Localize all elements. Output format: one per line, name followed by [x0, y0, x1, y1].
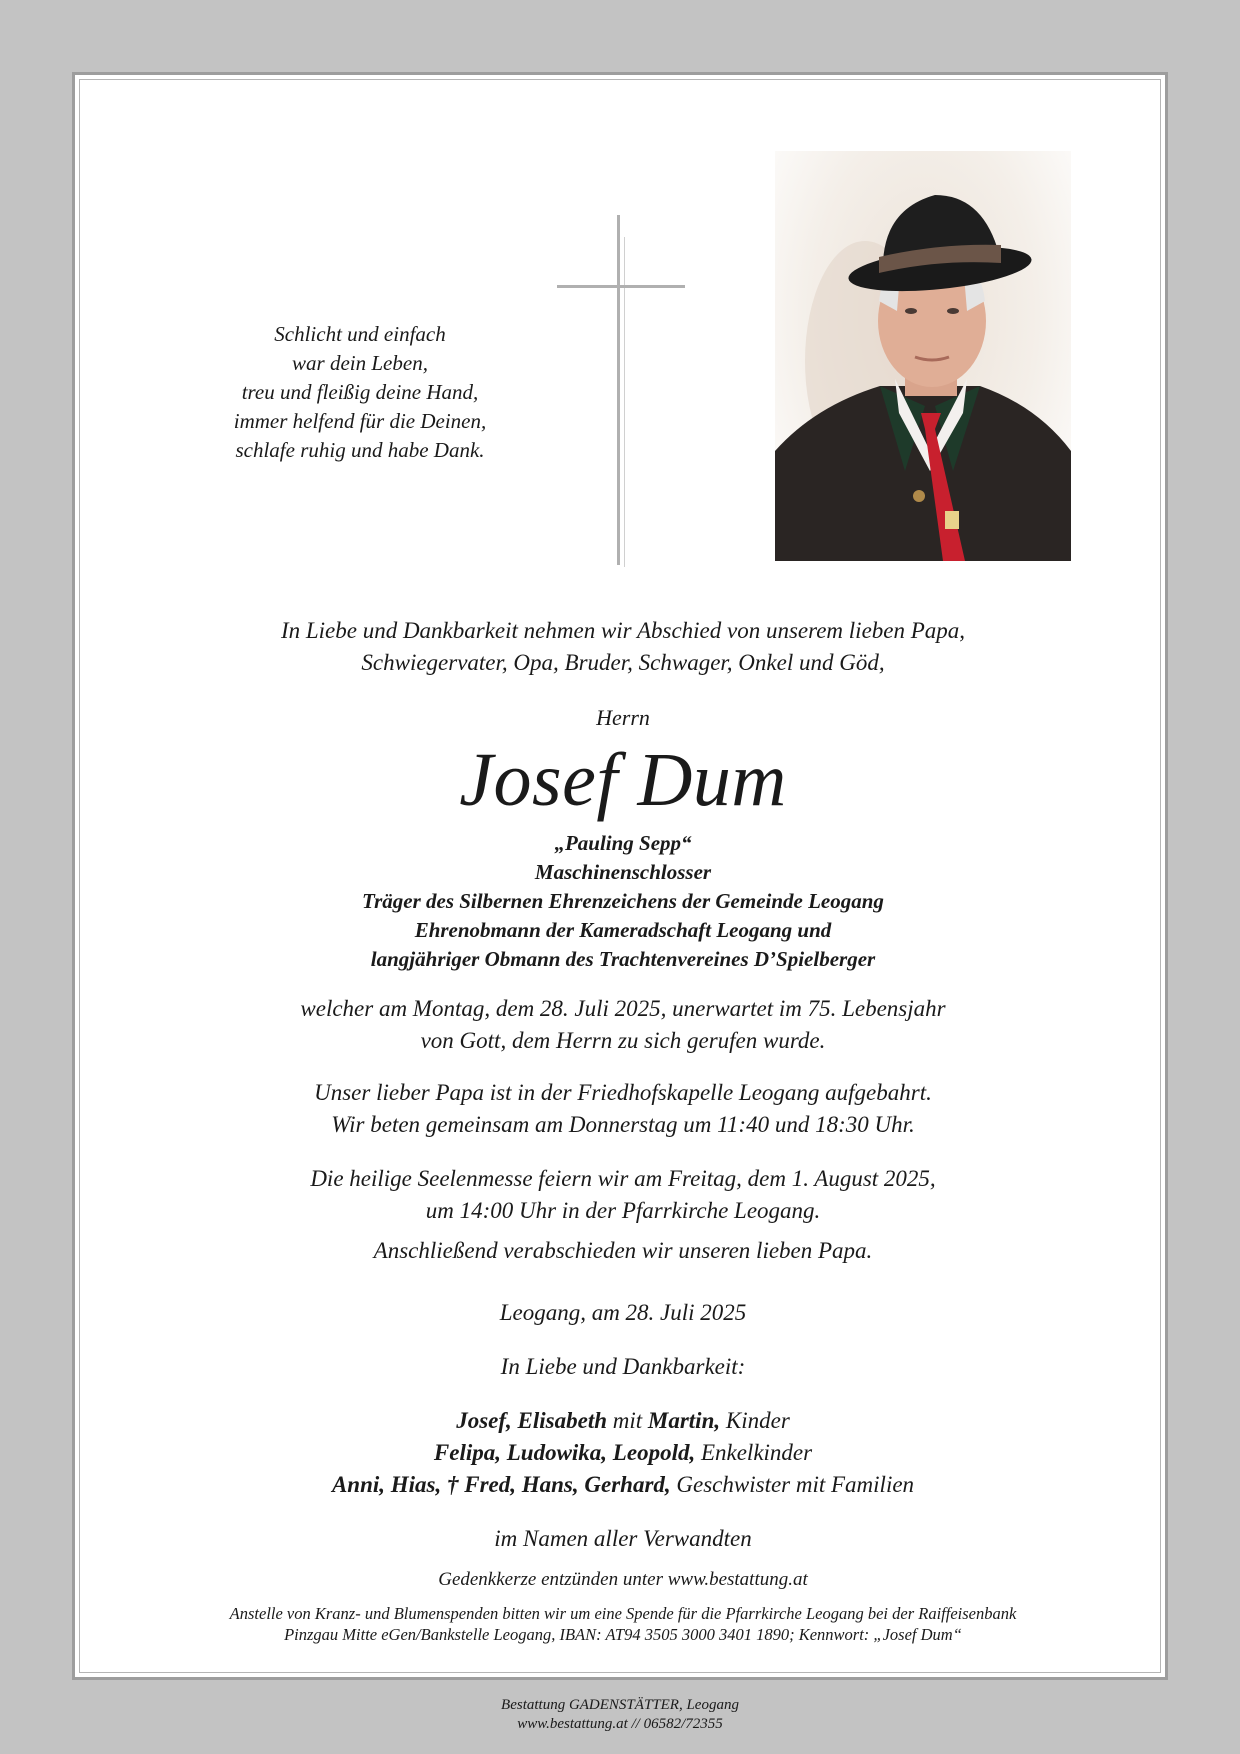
poem-line: schlafe ruhig und habe Dank.: [235, 438, 485, 462]
farewell-text: Anschließend verabschieden wir unseren lieben Papa.: [373, 1238, 873, 1263]
intro-line: In Liebe und Dankbarkeit nehmen wir Abschied von unserem lieben Papa,: [280, 618, 966, 643]
title-line: Maschinenschlosser: [534, 860, 712, 884]
obituary-card: [72, 72, 1168, 1680]
poem-line: immer helfend für die Deinen,: [233, 409, 487, 433]
intro-text: [75, 615, 1171, 679]
death-notice: [75, 993, 1171, 1057]
mourner-row: [75, 1405, 1171, 1437]
donation-line: Pinzgau Mitte eGen/Bankstelle Leogang, IBAN: AT94 3505 3000 3401 1890; Kennwort: „Josef Dum“: [284, 1625, 962, 1644]
donation-note: [75, 1603, 1171, 1645]
cross-beam: [557, 285, 685, 288]
poem-line: war dein Leben,: [292, 351, 428, 375]
closing-text: In Liebe und Dankbarkeit:: [500, 1354, 746, 1379]
deceased-name: Josef Dum: [459, 738, 787, 822]
death-notice-line: von Gott, dem Herrn zu sich gerufen wurde.: [420, 1028, 826, 1053]
title-line: Träger des Silbernen Ehrenzeichens der Gemeinde Leogang: [362, 889, 884, 913]
mourner-names: Felipa, Ludowika, Leopold,: [433, 1440, 696, 1465]
mass-info: [75, 1163, 1171, 1227]
viewing-line: Unser lieber Papa ist in der Friedhofskapelle Leogang aufgebahrt.: [314, 1080, 932, 1105]
mourner-names: Anni, Hias, † Fred, Hans, Gerhard,: [331, 1472, 671, 1497]
place-date: Leogang, am 28. Juli 2025: [499, 1300, 747, 1325]
mourner-names: Martin,: [647, 1408, 721, 1433]
footer-contact: www.bestattung.at // 06582/72355: [517, 1716, 723, 1732]
mourner-row: [75, 1437, 1171, 1469]
mourners-list: [75, 1405, 1171, 1501]
title-line: Ehrenobmann der Kameradschaft Leogang und: [414, 918, 832, 942]
on-behalf-text: im Namen aller Verwandten: [494, 1526, 752, 1551]
mourner-row: [75, 1469, 1171, 1501]
title-line: langjähriger Obmann des Trachtenvereines D’Spielberger: [370, 947, 876, 971]
mourner-connector: mit: [607, 1408, 648, 1433]
mourner-relation: Geschwister mit Familien: [670, 1472, 915, 1497]
viewing-info: [75, 1077, 1171, 1141]
poem-line: Schlicht und einfach: [274, 322, 446, 346]
salutation: Herrn: [596, 705, 650, 730]
poem-line: treu und fleißig deine Hand,: [241, 380, 479, 404]
portrait-photo: [775, 151, 1071, 561]
viewing-line: Wir beten gemeinsam am Donnerstag um 11:40 und 18:30 Uhr.: [331, 1112, 915, 1137]
footer: [0, 1696, 1240, 1734]
mass-line: um 14:00 Uhr in der Pfarrkirche Leogang.: [425, 1198, 821, 1223]
mourner-relation: Kinder: [720, 1408, 790, 1433]
mourner-relation: Enkelkinder: [695, 1440, 813, 1465]
title-line: „Pauling Sepp“: [554, 831, 692, 855]
cross-icon: [617, 215, 620, 565]
poem: [205, 320, 515, 465]
donation-line: Anstelle von Kranz- und Blumenspenden bitten wir um eine Spende für die Pfarrkirche Leogang bei der Raiffeisenbank: [229, 1604, 1017, 1623]
death-notice-line: welcher am Montag, dem 28. Juli 2025, unerwartet im 75. Lebensjahr: [300, 996, 946, 1021]
intro-line: Schwiegervater, Opa, Bruder, Schwager, Onkel und Göd,: [361, 650, 885, 675]
mourner-names: Josef, Elisabeth: [456, 1408, 607, 1433]
candle-note: Gedenkkerze entzünden unter www.bestattung.at: [438, 1569, 808, 1590]
titles: [75, 829, 1171, 974]
footer-company: Bestattung GADENSTÄTTER, Leogang: [501, 1697, 739, 1713]
mass-line: Die heilige Seelenmesse feiern wir am Freitag, dem 1. August 2025,: [310, 1166, 936, 1191]
